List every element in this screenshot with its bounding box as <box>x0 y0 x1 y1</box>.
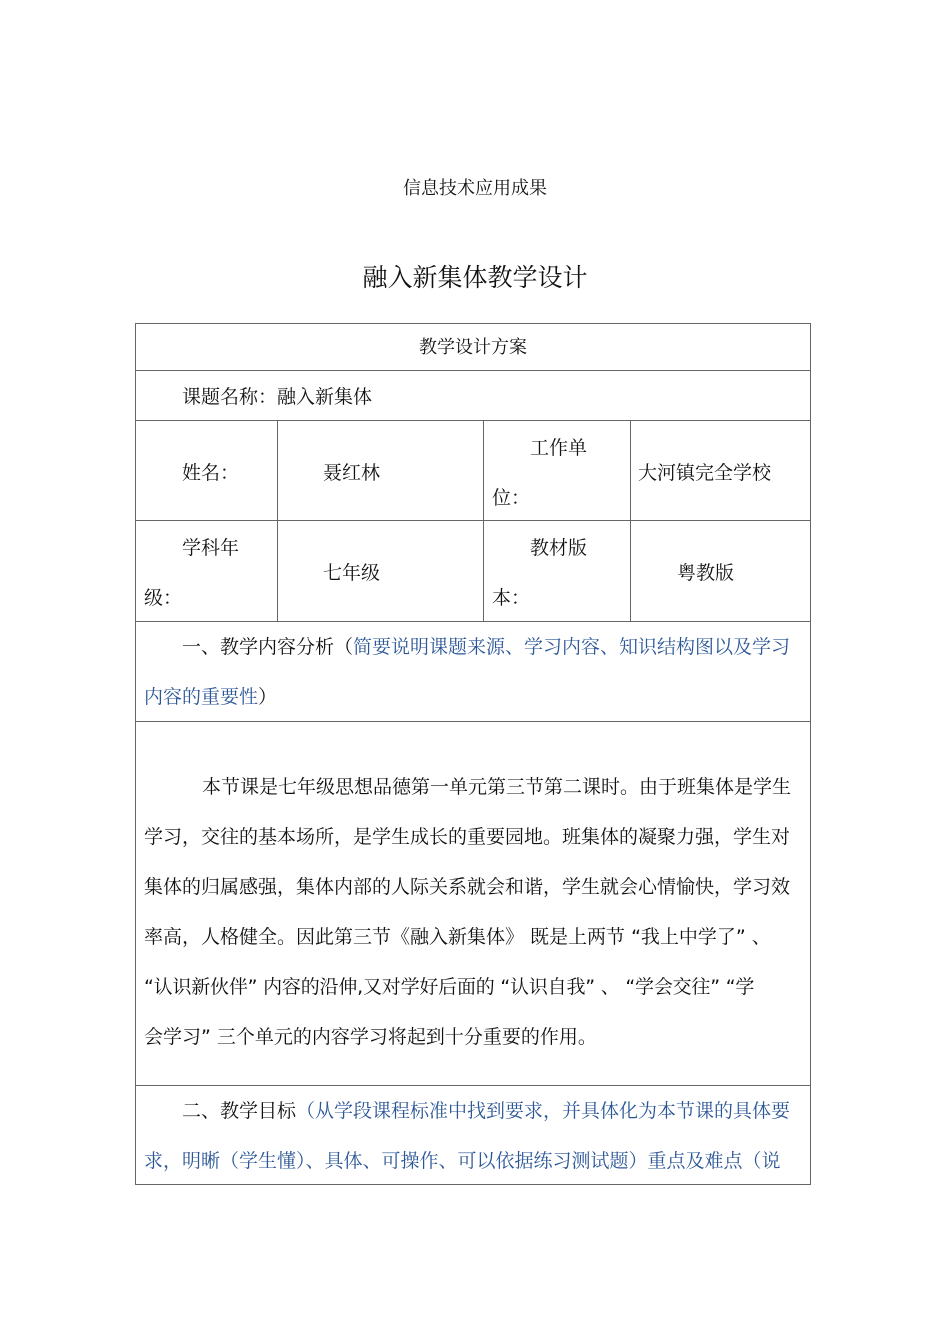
section2-note: （从学段课程标准中找到要求，并具体化为本节课的具体要 <box>296 1100 791 1122</box>
teaching-design-table <box>135 323 811 1185</box>
section2-note-cont: 求，明晰（学生懂）、具体、可操作、可以依据练习测试题）重点及难点（说 <box>144 1150 781 1172</box>
analysis-line: 率高，人格健全。因此第三节《融入新集体》 既是上两节 “我上中学了” 、 <box>144 926 771 948</box>
section1-heading: 一、教学内容分析（简要说明课题来源、学习内容、知识结构图以及学习 内容的重要性） <box>144 636 791 708</box>
analysis-line: 本节课是七年级思想品德第一单元第三节第二课时。由于班集体是学生 <box>202 776 792 798</box>
analysis-line: 会学习” 三个单元的内容学习将起到十分重要的作用。 <box>144 1026 597 1048</box>
document-title: 融入新集体教学设计 <box>362 263 588 292</box>
row-divider <box>136 370 810 371</box>
column-divider <box>483 420 484 621</box>
column-divider <box>277 420 278 621</box>
analysis-line: 学习，交往的基本场所，是学生成长的重要园地。班集体的凝聚力强，学生对 <box>144 826 791 848</box>
section1-title: 一、教学内容分析 <box>182 636 335 658</box>
name-value: 聂红林 <box>323 462 381 484</box>
section1-note-cont: 内容的重要性 <box>144 686 259 708</box>
analysis-line: “认识新伙伴” 内容的沿伸,又对学好后面的 “认识自我” 、 “学会交往” “学 <box>144 976 755 998</box>
work-unit-label-line2: 位： <box>492 487 531 509</box>
column-divider <box>630 420 631 621</box>
work-unit-value: 大河镇完全学校 <box>638 462 772 484</box>
grade-value: 七年级 <box>323 562 381 584</box>
row-divider <box>136 420 810 421</box>
row-divider <box>136 520 810 521</box>
edition-label-line1: 教材版 <box>530 537 588 559</box>
name-label: 姓名： <box>182 462 240 484</box>
edition-value: 粤教版 <box>677 562 735 584</box>
edition-label-line2: 本： <box>492 587 531 609</box>
work-unit-label-line1: 工作单 <box>530 437 588 459</box>
table-caption: 教学设计方案 <box>419 337 527 358</box>
topic-value: 融入新集体 <box>277 386 373 408</box>
topic-label: 课题名称：融入新集体 <box>182 386 373 408</box>
analysis-line: 集体的归属感强，集体内部的人际关系就会和谐，学生就会心情愉快，学习效 <box>144 876 791 898</box>
section1-note: 简要说明课题来源、学习内容、知识结构图以及学习 <box>353 636 791 658</box>
section2-title: 二、教学目标 <box>182 1100 297 1122</box>
analysis-paragraph <box>144 762 804 1062</box>
grade-label-line2: 级： <box>144 587 183 609</box>
section2-heading <box>144 1086 804 1186</box>
document-header: 信息技术应用成果 <box>403 178 547 199</box>
grade-label-line1: 学科年 <box>182 537 240 559</box>
